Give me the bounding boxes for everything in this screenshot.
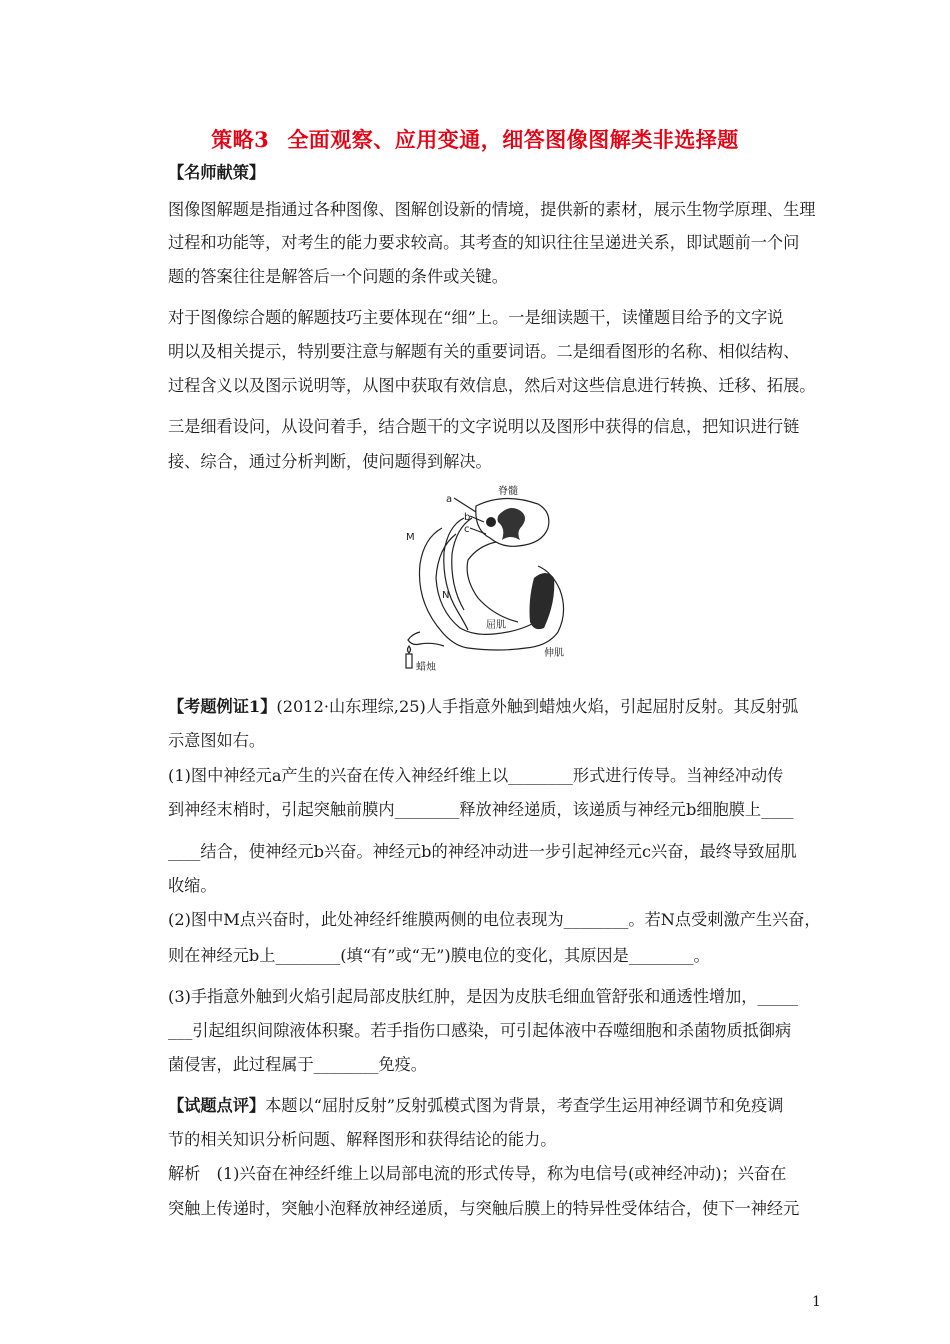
label-candle: 蜡烛 [416,662,436,673]
commentary-line-0-rest: 本题以“屈肘反射”反射弧模式图为背景，考查学生运用神经调节和免疫调 [265,1096,784,1115]
question-line: 则在神经元b上________(填“有”或“无”)膜电位的变化，其原因是________。 [168,946,710,965]
commentary-line [168,1096,818,1116]
page-number: 1 [812,1294,821,1310]
paragraph-line: 过程含义以及图示说明等，从图中获取有效信息，然后对这些信息进行转换、迁移、拓展。 [168,376,816,395]
question-line: 到神经末梢时，引起突触前膜内________释放神经递质，该递质与神经元b细胞膜上____ [168,800,794,819]
question-line: (2)图中M点兴奋时，此处神经纤维膜两侧的电位表现为________。若N点受刺激产生兴奋， [168,910,821,929]
reflex-arc-diagram [398,482,594,678]
paragraph-line: 明以及相关提示，特别要注意与解题有关的重要词语。二是细看图形的名称、相似结构、 [168,342,800,361]
label-a: a [446,494,453,505]
question-line: 菌侵害，此过程属于________免疫。 [168,1055,427,1074]
example-line: 示意图如右。 [168,731,266,750]
paragraph-line: 对于图像综合题的解题技巧主要体现在“细”上。一是细读题干，读懂题目给予的文字说 [168,308,784,327]
example-line-0-rest: (2012·山东理综,25)人手指意外触到蜡烛火焰，引起屈肘反射。其反射弧 [276,697,799,716]
label-c: c [464,524,470,535]
page-title [0,124,950,154]
commentary-header: 【试题点评】 [168,1096,266,1115]
paragraph-line: 接、综合，通过分析判断，使问题得到解决。 [168,452,492,471]
example-line [168,697,818,717]
paragraph-line: 图像图解题是指通过各种图像、图解创设新的情境，提供新的素材，展示生物学原理、生理 [168,200,816,219]
label-N: N [442,590,450,601]
analysis-line: 解析 (1)兴奋在神经纤维上以局部电流的形式传导，称为电信号(或神经冲动)；兴奋在 [168,1164,787,1183]
commentary-line: 节的相关知识分析问题、解释图形和获得结论的能力。 [168,1130,557,1149]
label-flexor: 屈肌 [486,620,506,631]
paragraph-line: 三是细看设问，从设问着手，结合题干的文字说明以及图形中获得的信息，把知识进行链 [168,417,800,436]
analysis-line: 突触上传递时，突触小泡释放神经递质，与突触后膜上的特异性受体结合，使下一神经元 [168,1199,800,1218]
paragraph-line: 题的答案往往是解答后一个问题的条件或关键。 [168,267,508,286]
label-extensor: 伸肌 [544,648,564,659]
section-header-mingshi: 【名师献策】 [168,163,266,182]
label-b: b [464,512,471,523]
label-spinal-cord: 脊髓 [498,486,518,497]
question-line: ___引起组织间隙液体积聚。若手指伤口感染，可引起体液中吞噬细胞和杀菌物质抵御病 [168,1021,792,1040]
title-heading: 全面观察、应用变通，细答图像图解类非选择题 [287,127,739,152]
title-strategy: 策略3 [211,127,270,152]
question-line: 收缩。 [168,876,217,895]
label-M: M [406,532,415,543]
example-header: 【考题例证1】 [168,697,277,716]
question-line: (1)图中神经元a产生的兴奋在传入神经纤维上以________形式进行传导。当神经冲动传 [168,766,784,785]
paragraph-line: 过程和功能等，对考生的能力要求较高。其考查的知识往往呈递进关系，即试题前一个问 [168,233,800,252]
question-line: ____结合，使神经元b兴奋。神经元b的神经冲动进一步引起神经元c兴奋，最终导致屈肌 [168,842,797,861]
question-line: (3)手指意外触到火焰引起局部皮肤红肿，是因为皮肤毛细血管舒张和通透性增加，_____ [168,987,798,1006]
